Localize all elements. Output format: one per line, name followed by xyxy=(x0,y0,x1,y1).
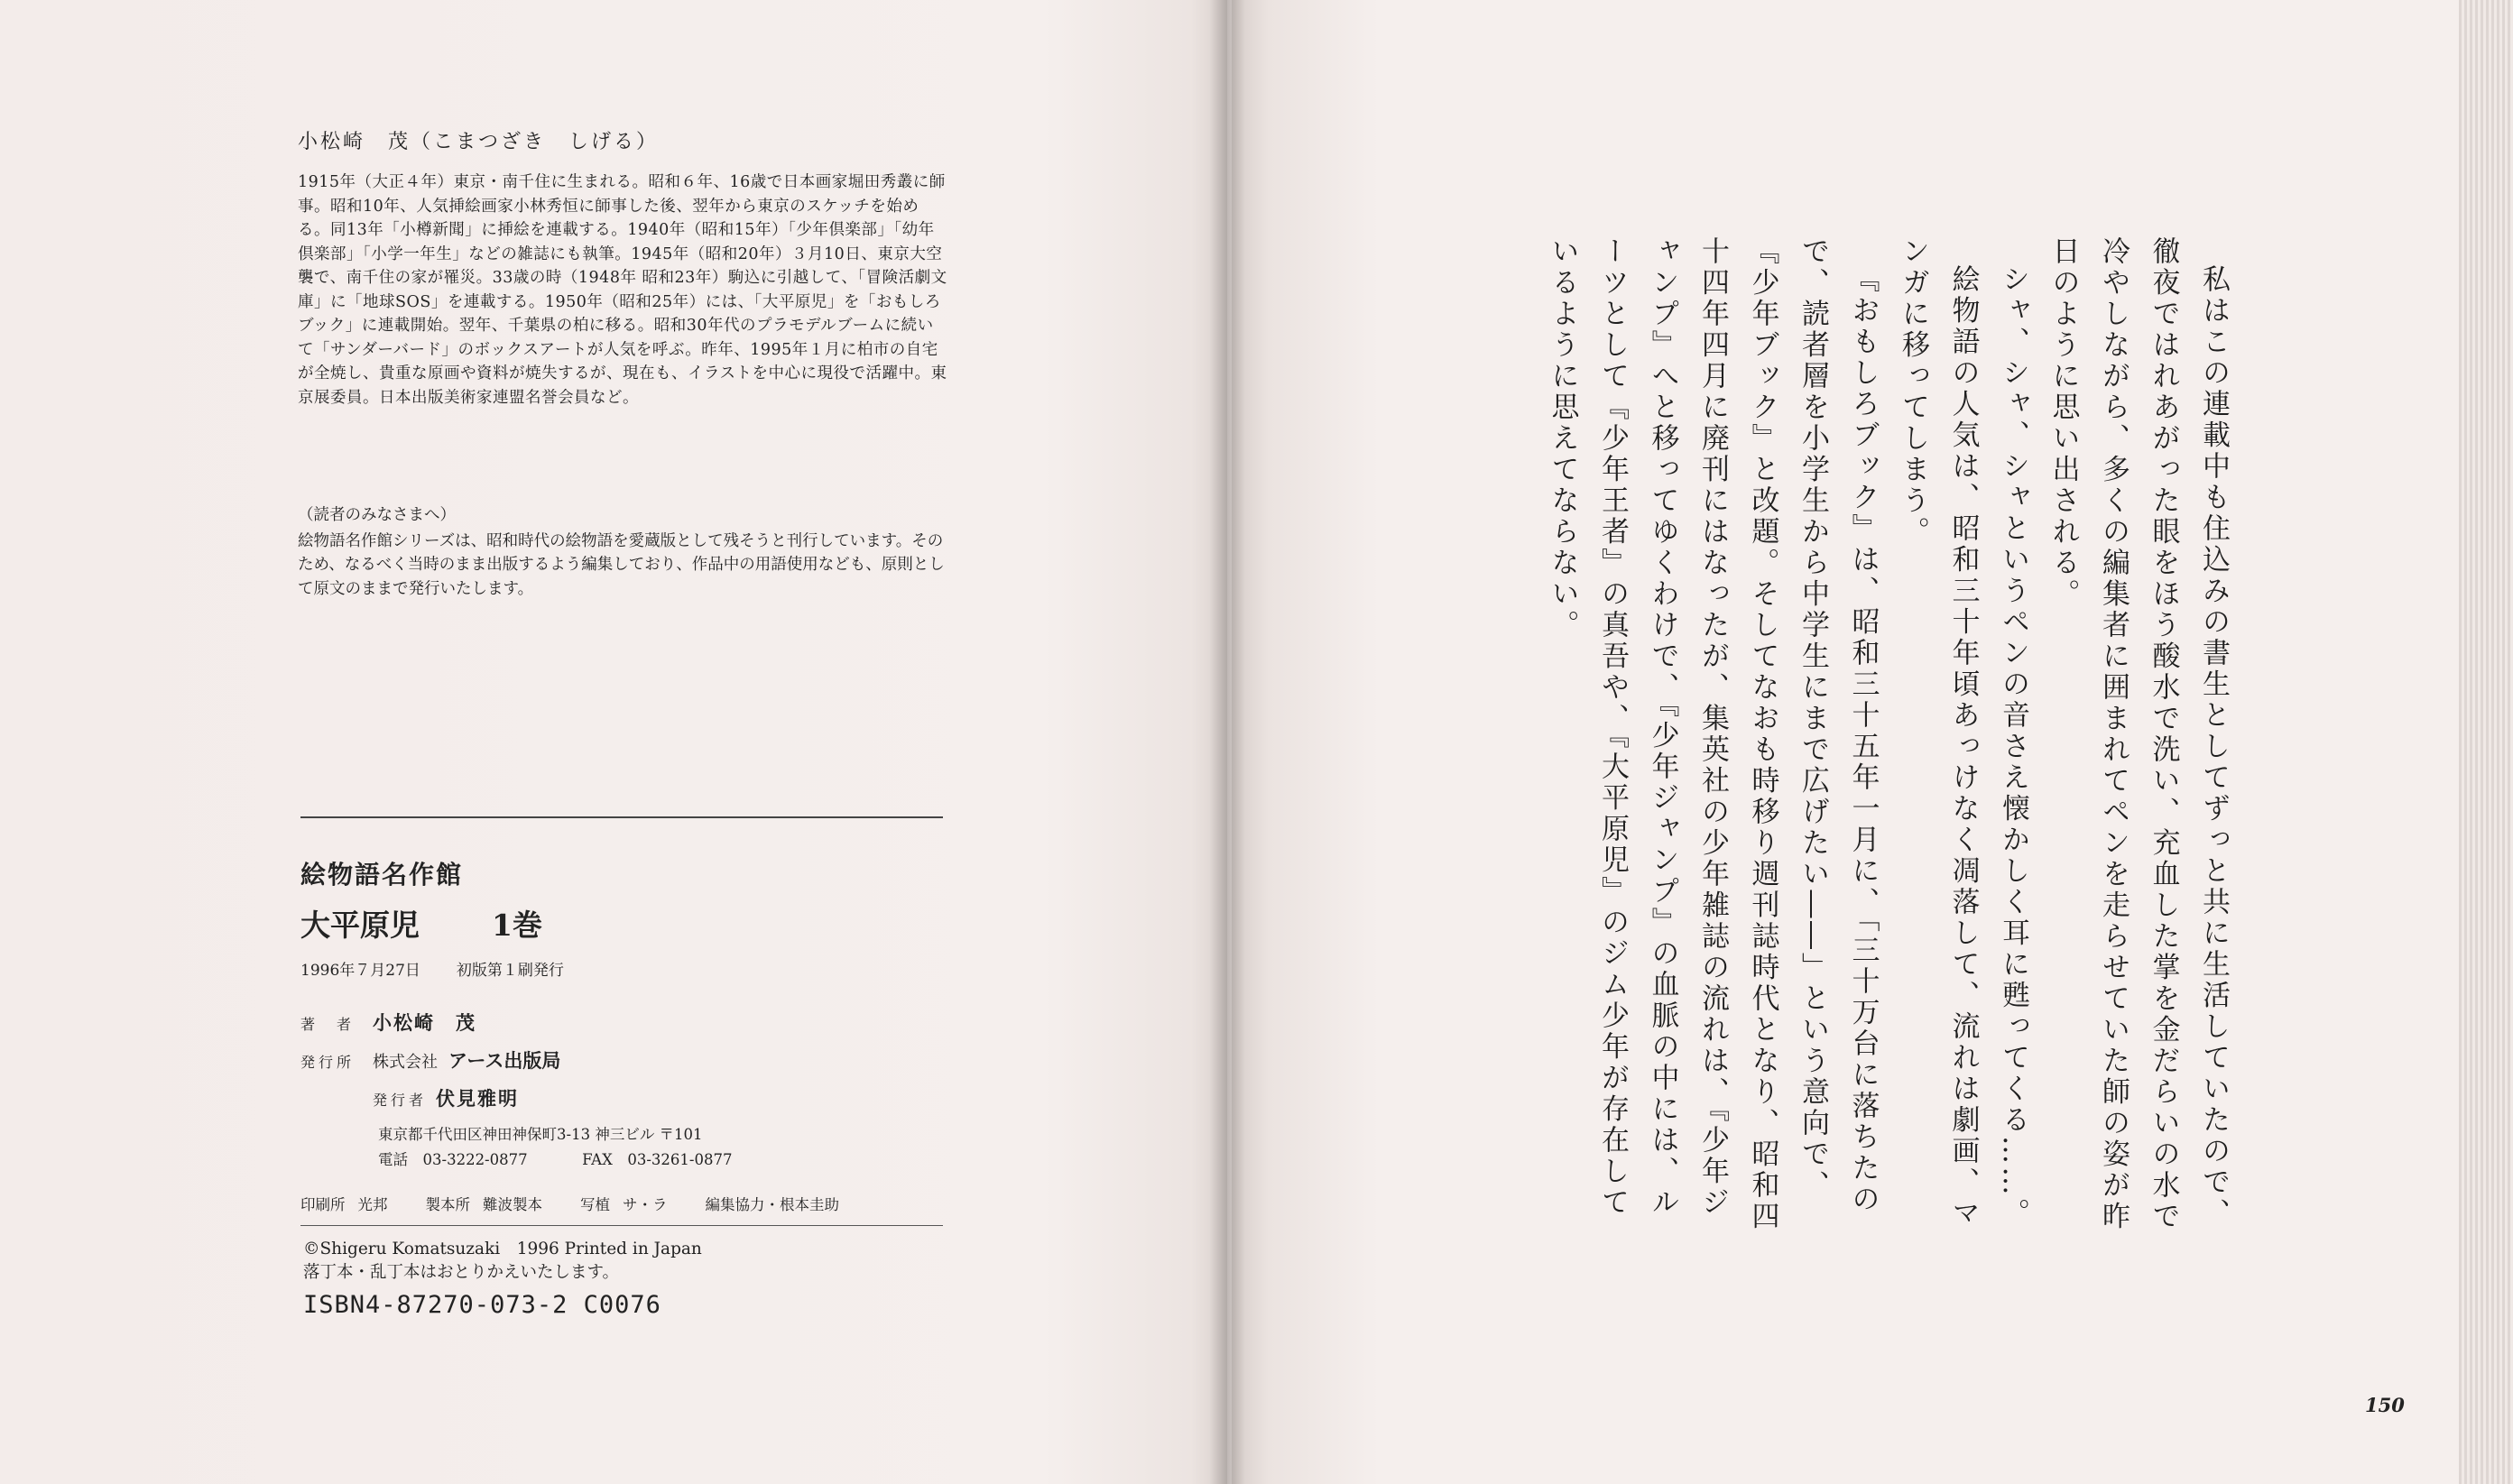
copyright-line: ©Shigeru Komatsuzaki 1996 Printed in Japan xyxy=(303,1240,702,1258)
author-row xyxy=(300,1009,950,1036)
reader-notice xyxy=(298,503,947,601)
colophon-divider xyxy=(300,816,943,818)
issuer-name: 伏見雅明 xyxy=(436,1087,519,1110)
printing-label: 印刷所 xyxy=(300,1196,346,1213)
page-edges xyxy=(2459,0,2513,1484)
fax: FAX 03-3261-0877 xyxy=(582,1151,733,1168)
printing-value: 光邦 xyxy=(357,1196,388,1213)
edition: 初版第１刷発行 xyxy=(456,962,564,980)
colophon xyxy=(300,855,950,1214)
paragraph-4: 『おもしろブック』は、昭和三十五年一月に、「三十万台に落ちたので、読者層を小学生から中学生にまで広げたい――」という意向で、『少年ブック』と改題。そしてなおも時移り週刊誌時代となり、昭和四十四年四月に廃刊にはなったが、集英社の少年雑誌の流れは、『少年ジャンプ』へと移ってゆくわけで、『少年ジャンプ』の血脈の中には、ルーツとして『少年王者』の真吾や、『大平原児』のジム少年が存在しているように思えてならない。 xyxy=(1546,236,1880,1232)
replacement-notice: 落丁本・乱丁本はおとりかえいたします。 xyxy=(303,1263,620,1282)
publisher-address: 東京都千代田区神田神保町3-13 神三ビル 〒101 xyxy=(378,1126,703,1143)
notice-heading: （読者のみなさまへ） xyxy=(298,506,456,524)
publisher-prefix: 株式会社 xyxy=(373,1053,438,1072)
binding-label: 製本所 xyxy=(425,1196,470,1213)
author-bio: 1915年（大正４年）東京・南千住に生まれる。昭和６年、16歳で日本画家堀田秀叢に師事。昭和10年、人気挿絵画家小林秀恒に師事した後、翌年から東京のスケッチを始める。同13年「小樽新聞」に挿絵を連載する。1940年（昭和15年）「少年倶楽部」「幼年倶楽部」「小学一年生」などの雑誌にも執筆。1945年（昭和20年）３月10日、東京大空襲で、南千住の家が罹災。33歳の時（1948年 昭和23年）駒込に引越して、「冒険活劇文庫」に「地球SOS」を連載する。1950年（昭和25年）には、「大平原児」を「おもしろブック」に連載開始。翌年、千葉県の柏に移る。昭和30年代のプラモデルブームに続いて「サンダーバード」のボックスアートが人気を呼ぶ。昨年、1995年１月に柏市の自宅が全焼し、貴重な原画や資料が焼失するが、現在も、イラストを中心に現役で活躍中。東京展委員。日本出版美術家連盟名誉会員など。 xyxy=(298,173,947,407)
editorial-cooperation: 編集協力・根本圭助 xyxy=(705,1196,839,1213)
binding-value: 難波製本 xyxy=(483,1196,542,1213)
issuer-row xyxy=(373,1084,950,1111)
copyright-block xyxy=(303,1238,702,1317)
telephone: 電話 03-3222-0877 xyxy=(378,1151,528,1168)
vertical-body-text xyxy=(1537,236,2238,1247)
author-profile xyxy=(298,126,947,410)
book-title: 大平原児 xyxy=(300,908,420,943)
paragraph-3: 絵物語の人気は、昭和三十年頃あっけなく凋落して、流れは劇画、マンガに移ってしまう。 xyxy=(1897,236,1980,1230)
paragraph-2: シャ、シャ、シャというペンの音さえ懐かしく耳に甦ってくる……。 xyxy=(1997,264,2029,1230)
issuer-label: 発行者 xyxy=(373,1092,428,1109)
author-name: 小松崎 茂（こまつざき しげる） xyxy=(298,131,660,153)
copyright-divider xyxy=(300,1225,943,1226)
notice-body: 絵物語名作館シリーズは、昭和時代の絵物語を愛蔵版として残そうと刊行しています。そのため、なるべく当時のまま出版するよう編集しており、作品中の用語使用なども、原則として原文のままで発行いたします。 xyxy=(298,531,945,598)
publisher-address-block xyxy=(378,1122,950,1173)
paragraph-1: 私はこの連載中も住込みの書生としてずっと共に生活していたので、徹夜ではれあがった眼をほう酸水で洗い、充血した掌を金だらいの水で冷やしながら、多くの編集者に囲まれてペンを走らせていた師の姿が昨日のように思い出される。 xyxy=(2046,236,2230,1232)
publication-date: 1996年７月27日 xyxy=(300,962,420,980)
publication-date-line xyxy=(300,957,950,980)
isbn: ISBN4-87270-073-2 C0076 xyxy=(303,1291,661,1319)
contact-line xyxy=(378,1148,950,1173)
publisher-label: 発行所 xyxy=(300,1054,356,1071)
book-gutter xyxy=(1209,0,1245,1484)
credits xyxy=(300,1009,950,1173)
publisher-name: アース出版局 xyxy=(448,1049,561,1072)
page-number: 150 xyxy=(2365,1394,2405,1416)
production-credits xyxy=(300,1193,950,1214)
volume-number: 1巻 xyxy=(492,908,542,943)
typeset-label: 写植 xyxy=(580,1196,610,1213)
typeset-value: サ・ラ xyxy=(623,1196,668,1213)
author-value: 小松崎 茂 xyxy=(373,1011,476,1034)
left-page xyxy=(0,0,1227,1484)
book-title-line xyxy=(300,902,950,945)
author-label: 著 者 xyxy=(300,1016,356,1033)
publisher-row xyxy=(300,1046,950,1074)
series-title: 絵物語名作館 xyxy=(300,860,464,889)
